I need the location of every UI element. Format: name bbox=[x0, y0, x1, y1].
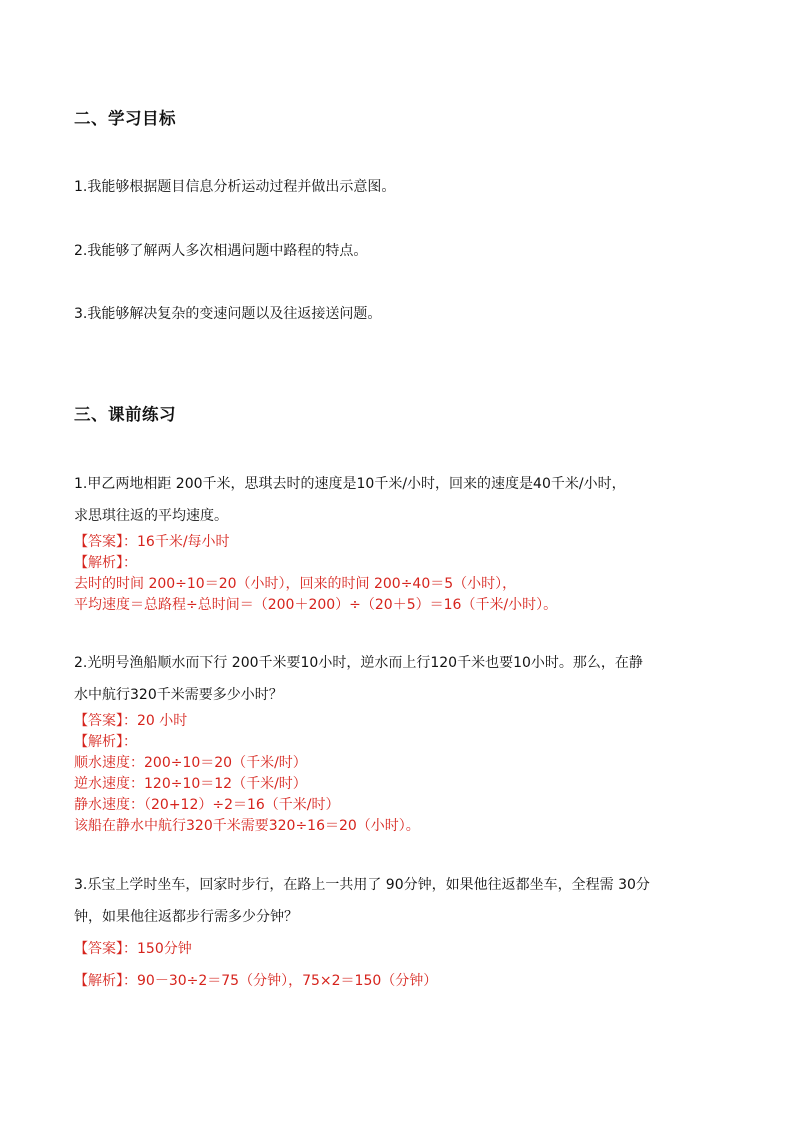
question-text: 求思琪往返的平均速度。 bbox=[74, 508, 228, 524]
analysis-text: 该船在静水中航行320千米需要320÷16＝20（小时）。 bbox=[74, 818, 420, 834]
answer-line bbox=[74, 531, 230, 551]
analysis-text: 顺水速度：200÷10＝20（千米/时） bbox=[74, 755, 307, 771]
analysis-text: 静水速度：（20+12）÷2＝16（千米/时） bbox=[74, 797, 340, 813]
answer-tag: 【答案】 bbox=[74, 534, 123, 550]
goal-item: 2.我能够了解两人多次相遇问题中路程的特点。 bbox=[74, 243, 368, 259]
answer-value: ：16千米/每小时 bbox=[123, 534, 230, 550]
analysis-colon: ： bbox=[123, 734, 137, 750]
answer-value: ：20 小时 bbox=[123, 713, 188, 729]
question-text: 钟，如果他往返都步行需多少分钟？ bbox=[74, 909, 298, 925]
answer-line bbox=[74, 710, 187, 730]
analysis-tag: 【解析】 bbox=[74, 734, 123, 750]
answer-value: ：150分钟 bbox=[123, 941, 192, 957]
analysis-tag: 【解析】 bbox=[74, 973, 123, 989]
question-text: 水中航行320千米需要多少小时？ bbox=[74, 687, 283, 703]
analysis-tag: 【解析】 bbox=[74, 555, 123, 571]
answer-line bbox=[74, 938, 192, 958]
analysis-line bbox=[74, 731, 137, 751]
answer-tag: 【答案】 bbox=[74, 941, 123, 957]
analysis-text: ：90－30÷2＝75（分钟），75×2＝150（分钟） bbox=[123, 973, 438, 989]
analysis-line bbox=[74, 970, 437, 990]
analysis-text: 去时的时间 200÷10＝20（小时），回来的时间 200÷40＝5（小时）， bbox=[74, 576, 517, 592]
goal-item: 1.我能够根据题目信息分析运动过程并做出示意图。 bbox=[74, 179, 396, 195]
question-text: 3.乐宝上学时坐车，回家时步行，在路上一共用了 90分钟，如果他往返都坐车，全程需 30分 bbox=[74, 877, 650, 893]
section-heading-learning-goals: 二、学习目标 bbox=[74, 109, 176, 128]
analysis-text: 逆水速度：120÷10＝12（千米/时） bbox=[74, 776, 307, 792]
answer-tag: 【答案】 bbox=[74, 713, 123, 729]
section-heading-pre-class-practice: 三、课前练习 bbox=[74, 405, 176, 424]
question-text: 1.甲乙两地相距 200千米，思琪去时的速度是10千米/小时，回来的速度是40千米/小时， bbox=[74, 476, 626, 492]
question-text: 2.光明号渔船顺水而下行 200千米要10小时，逆水而上行120千米也要10小时。那么，在静 bbox=[74, 655, 643, 671]
analysis-colon: ： bbox=[123, 555, 137, 571]
analysis-line bbox=[74, 552, 137, 572]
analysis-text: 平均速度＝总路程÷总时间＝（200＋200）÷（20＋5）＝16（千米/小时）。 bbox=[74, 597, 558, 613]
goal-item: 3.我能够解决复杂的变速问题以及往返接送问题。 bbox=[74, 306, 382, 322]
